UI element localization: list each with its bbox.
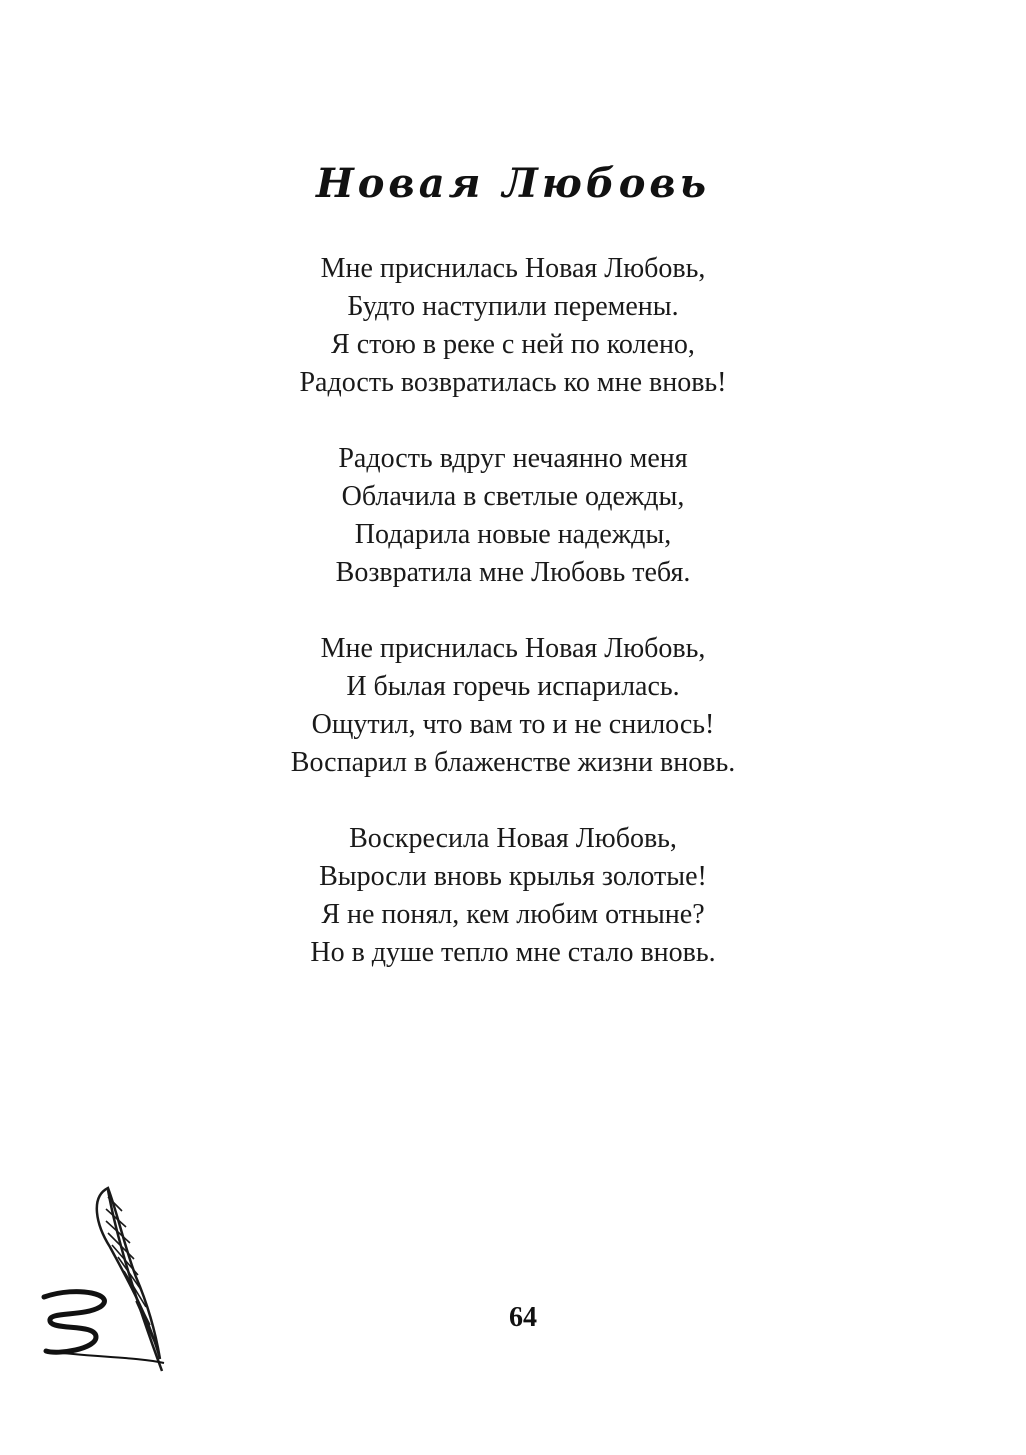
poem-line: Я стою в реке с ней по колено, bbox=[331, 329, 695, 360]
page-number: 64 bbox=[509, 1302, 537, 1333]
poem-line: Воскресила Новая Любовь, bbox=[349, 823, 677, 854]
poem-body bbox=[0, 250, 1026, 1010]
poem-line: Подарила новые надежды, bbox=[354, 519, 672, 550]
stanza bbox=[0, 440, 1026, 592]
poem-title: Новая Любовь bbox=[315, 160, 711, 207]
stanza bbox=[0, 250, 1026, 402]
poem-line: Но в душе тепло мне стало вновь. bbox=[310, 937, 716, 968]
poem-line: Мне приснилась Новая Любовь, bbox=[320, 633, 706, 664]
poem-line: Будто наступили перемены. bbox=[347, 291, 679, 322]
poem-line: Возвратила мне Любовь тебя. bbox=[335, 557, 691, 588]
poem-line: Радость вдруг нечаянно меня bbox=[338, 443, 688, 474]
poem-line: Выросли вновь крылья золотые! bbox=[319, 861, 707, 892]
stanza bbox=[0, 630, 1026, 782]
stanza bbox=[0, 820, 1026, 972]
poem-line: Я не понял, кем любим отныне? bbox=[321, 899, 705, 930]
poem-line: И былая горечь испарилась. bbox=[346, 671, 680, 702]
poem-line: Облачила в светлые одежды, bbox=[341, 481, 685, 512]
quill-feather-icon bbox=[38, 1185, 178, 1385]
poem-line: Мне приснилась Новая Любовь, bbox=[320, 253, 706, 284]
poem-line: Ощутил, что вам то и не снилось! bbox=[311, 709, 715, 740]
poem-line: Радость возвратилась ко мне вновь! bbox=[299, 367, 727, 398]
poem-line: Воспарил в блаженстве жизни вновь. bbox=[290, 747, 736, 778]
